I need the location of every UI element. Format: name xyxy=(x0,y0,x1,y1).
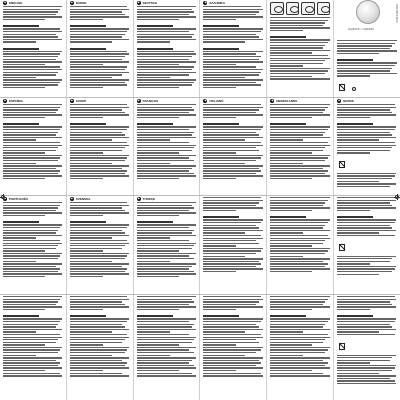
section-heading xyxy=(137,99,197,103)
section-row-3 xyxy=(0,196,400,294)
column-3 xyxy=(134,295,201,400)
info-icon xyxy=(352,87,356,91)
column-3 xyxy=(134,98,201,195)
language-badge-icon: ◉ xyxy=(70,100,73,102)
column-1 xyxy=(0,196,67,294)
section-heading xyxy=(70,197,130,201)
illustration-icon xyxy=(286,2,299,15)
column-3 xyxy=(134,0,201,97)
column-2 xyxy=(67,295,134,400)
section-row-1 xyxy=(0,0,400,97)
column-2 xyxy=(67,98,134,195)
column-4 xyxy=(200,98,267,195)
section-title: ΕΛΛΗΝΙΚΑ xyxy=(209,1,225,5)
section-heading xyxy=(337,99,397,103)
column-6 xyxy=(334,295,400,400)
crossed-bin-icon xyxy=(339,84,345,91)
section-heading xyxy=(3,1,63,5)
language-badge-icon: ◉ xyxy=(4,2,6,4)
section-title: SVENSKA xyxy=(75,197,91,201)
section-title: TÜRKÇE xyxy=(142,197,156,201)
column-6-cover xyxy=(334,0,400,97)
column-4 xyxy=(200,0,267,97)
column-1 xyxy=(0,0,67,97)
language-badge-icon: ◉ xyxy=(204,100,207,102)
illustration-icon xyxy=(301,2,314,15)
column-2 xyxy=(67,0,134,97)
illustration-icon xyxy=(317,2,330,15)
section-title: NEDERLANDS xyxy=(276,99,298,103)
section-heading xyxy=(203,1,263,5)
section-title: DEUTSCH xyxy=(142,1,158,5)
language-badge-icon: ◉ xyxy=(70,2,73,4)
column-6 xyxy=(334,98,400,195)
section-title: ESPAÑOL xyxy=(9,99,24,103)
illustration-strip xyxy=(270,1,330,15)
section-heading xyxy=(137,1,197,5)
section-title: FRANÇAIS xyxy=(142,99,159,103)
language-badge-icon: ◉ xyxy=(70,198,73,200)
section-heading xyxy=(203,99,263,103)
column-3 xyxy=(134,196,201,294)
section-title: DANSK xyxy=(75,1,87,5)
section-title: PORTUGUÊS xyxy=(9,197,29,201)
shaver-head-illustration xyxy=(356,0,380,24)
section-row-2 xyxy=(0,98,400,195)
registration-mark-icon xyxy=(394,194,400,200)
column-5 xyxy=(267,295,334,400)
column-4 xyxy=(200,295,267,400)
illustration-icon xyxy=(270,2,283,15)
section-heading xyxy=(3,99,63,103)
section-title: SUOMI xyxy=(75,99,86,103)
section-row-4 xyxy=(0,295,400,400)
language-badge-icon: ◉ xyxy=(137,100,140,102)
section-heading xyxy=(270,99,330,103)
registration-mark-icon xyxy=(0,194,6,200)
model-code: HQ6930 / HQ6920 xyxy=(348,28,375,31)
language-badge-icon: ◉ xyxy=(137,198,140,200)
column-6 xyxy=(334,196,400,294)
column-2 xyxy=(67,196,134,294)
language-badge-icon: ◉ xyxy=(204,2,207,4)
section-title: ENGLISH xyxy=(9,1,23,5)
language-badge-icon: ◉ xyxy=(137,2,140,4)
section-title: ITALIANO xyxy=(209,99,224,103)
section-heading xyxy=(70,1,130,5)
language-badge-icon: ◉ xyxy=(4,100,6,102)
crossed-bin-icon xyxy=(339,343,345,350)
language-badge-icon: ◉ xyxy=(271,100,274,102)
section-title: NORSK xyxy=(343,99,354,103)
language-badge-icon: ◉ xyxy=(4,198,6,200)
crossed-bin-icon xyxy=(339,161,345,168)
column-5 xyxy=(267,0,334,97)
column-4 xyxy=(200,196,267,294)
crossed-bin-icon xyxy=(339,244,345,251)
section-heading xyxy=(3,197,63,201)
language-badge-icon: ◉ xyxy=(338,100,341,102)
column-1 xyxy=(0,98,67,195)
column-5 xyxy=(267,196,334,294)
section-heading xyxy=(137,197,197,201)
cover-text-block xyxy=(337,40,397,96)
column-1 xyxy=(0,295,67,400)
section-heading xyxy=(70,99,130,103)
column-5 xyxy=(267,98,334,195)
document-side-code: 4203 000 5 68 41 xyxy=(394,4,398,23)
